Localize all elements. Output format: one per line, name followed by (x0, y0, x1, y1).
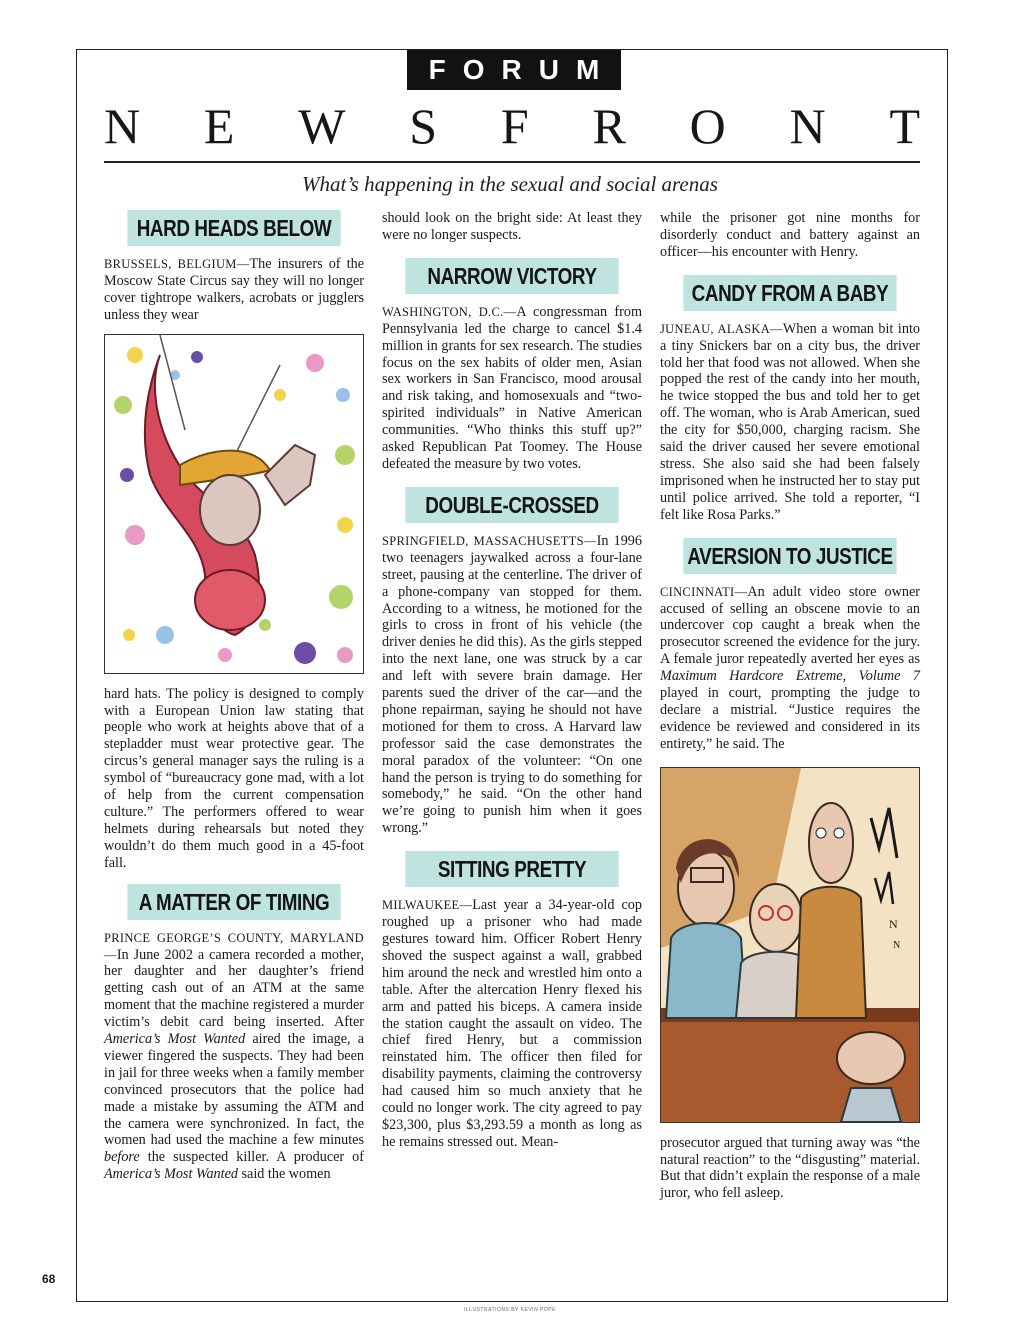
body-text: In 1996 two teenagers jaywalked across a four-lane street, pausing at the centerline. The driver of a phone-company van stopped for them. According to a witness, he motioned for the girls to cross in front of his vehicle (the driver denies he did this). As the girls stepped into the next lane, one was struck by a car and left with severe brain damage. Her parents sued the driver of the car—and the phone repairman, saying he should not have motioned for them to cross. A Harvard law professor said the case demonstrates the moral paradox of the volunteer: “On one hand the person is trying to do something for somebody,” he said. “On the other hand we’re going to punish him when it goes wrong.” (382, 532, 642, 837)
body-text: The insurers of the Moscow State Circus say they will no longer cover tightrope walkers, acrobats or jugglers unless they wear (104, 256, 364, 323)
headline: A MATTER OF TIMING (127, 884, 340, 920)
headline: NARROW VICTORY (405, 258, 618, 294)
column-3 (660, 210, 920, 1202)
article-text: should look on the bright side: At least they were no longer suspects. (382, 210, 642, 243)
article-text (104, 256, 364, 324)
headline: CANDY FROM A BABY (683, 275, 896, 311)
snore-letter: N (889, 916, 898, 931)
italic-title: Maximum Hardcore Extreme, Volume 7 (660, 668, 920, 685)
illustration-credit: ILLUSTRATIONS BY KEVIN POPE (464, 1307, 556, 1313)
dateline: WASHINGTON, D.C.— (382, 304, 517, 319)
section-banner: FORUM (407, 50, 621, 90)
body-text: aired the image, a viewer fingered the suspects. They had been in jail for three weeks when a family member convinced prosecutors that the police had made a mistake by assuming the ATM and the camera were synchronized. In fact, the women had used the machine a few minutes (104, 1031, 365, 1149)
acrobat-hard-hat-drawing (105, 335, 363, 673)
dateline: SPRINGFIELD, MASSACHUSETTS— (382, 533, 597, 548)
italic-word: before (104, 1149, 140, 1166)
article-text (382, 533, 642, 837)
article-text: while the prisoner got nine months for disorderly conduct and battery against an officer—his encounter with Henry. (660, 210, 920, 260)
masthead-title (104, 98, 920, 154)
body-text: In June 2002 a camera recorded a mother, her daughter and her daughter’s friend getting cash out of an ATM at the same moment that the machine registered a murder victim’s debit card being inserted. After (104, 946, 364, 1031)
body-text: played in court, prompting the judge to declare a mistrial. “Justice requires the evidence be reviewed and considered in its entirety,” he said. The (660, 685, 920, 752)
column-2 (382, 210, 642, 1151)
snore-letter: N (893, 939, 901, 951)
article-text: hard hats. The policy is designed to comply with a European Union law stating that people who work at heights above that of a stepladder must wear protective gear. The circus’s general manager says the ruling is a symbol of “bureaucracy gone mad, with a lot of help from the current compensation culture.” The performers offered to wear helmets during rehearsals but noted they wouldn’t do them much good in a 45-foot fall. (104, 685, 364, 871)
masthead-letter: W (298, 98, 346, 154)
dateline: PRINCE GEORGE’S COUNTY, MARYLAND— (104, 930, 364, 962)
masthead-letter: N (104, 98, 141, 154)
tagline: What’s happening in the sexual and social arenas (302, 172, 718, 196)
italic-title: America’s Most Wanted (104, 1031, 246, 1048)
acrobat-illustration (104, 334, 364, 674)
dateline: BRUSSELS, BELGIUM— (104, 257, 250, 271)
body-text: When a woman bit into a tiny Snickers bar on a city bus, the driver told her that food was not allowed. When she popped the rest of the candy into her mouth, he twice stopped the bus and told her to get off. The woman, who is Arab American, sued the city for $50,000, charging racism. She said the driver caused her severe emotional stress. She also said she had been falsely imprisoned when he instructed her to stay put until police arrived. She told a reporter, “I felt like Rosa Parks.” (660, 320, 920, 523)
masthead-letter: O (689, 98, 726, 154)
masthead-letter: F (500, 98, 529, 154)
article-text: prosecutor argued that turning away was “the natural reaction” to the “disgusting” material. But that didn’t explain the response of a male juror, who fell asleep. (660, 1134, 920, 1202)
masthead-letter: N (789, 98, 826, 154)
headline: AVERSION TO JUSTICE (683, 538, 896, 574)
masthead-rule (104, 161, 920, 163)
jurors-drawing (661, 768, 919, 1122)
headline: DOUBLE-CROSSED (405, 487, 618, 523)
jurors-illustration (660, 767, 920, 1123)
body-text: An adult video store owner accused of selling an obscene movie to an undercover cop caught a break when the prosecutor screened the evidence for the jury. A female juror repeatedly averted her eyes as (660, 583, 920, 668)
article-text (382, 304, 642, 473)
headline: SITTING PRETTY (405, 851, 618, 887)
body-text: A congressman from Pennsylvania led the charge to cancel $1.4 million in grants for sex research. The studies focus on the sex habits of older men, Asian sex workers in San Francisco, mood arousal and risk taking, and homosexuals and “two-spirited individuals” in Native American communities. “Who thinks this stuff up?” asked Republican Pat Toomey. The House defeated the measure by two votes. (382, 303, 642, 472)
masthead-letter: R (592, 98, 626, 154)
article-text (104, 930, 364, 1184)
article-text (660, 321, 920, 524)
dateline: JUNEAU, ALASKA— (660, 321, 783, 336)
masthead-letter: S (409, 98, 438, 154)
dateline: CINCINNATI— (660, 584, 748, 599)
masthead-letter: E (203, 98, 235, 154)
body-text: Last year a 34-year-old cop roughed up a prisoner who had made gestures toward him. Officer Robert Henry shoved the suspect against a wall, grabbed him around the neck and wrestled him onto a table. After the altercation Henry flexed his arm and patted his biceps. A camera inside the station caught the assault on video. The chief fired Henry, but a commission reinstated him. The officer then filed for disability payments, claiming the controversy had caused him so much anxiety that he could no longer work. The city agreed to pay $23,300, plus $3,293.59 a month as long as he remains stressed out. Mean- (382, 897, 642, 1150)
headline: HARD HEADS BELOW (127, 210, 340, 246)
masthead-letter: T (889, 98, 920, 154)
body-text: the suspected killer. A producer of (139, 1149, 364, 1166)
italic-title: America’s Most Wanted (104, 1166, 238, 1183)
page-number: 68 (42, 1272, 56, 1286)
column-1 (104, 210, 364, 1183)
article-text (660, 584, 920, 753)
article-text (382, 897, 642, 1151)
dateline: MILWAUKEE— (382, 898, 473, 913)
body-text: said the women (237, 1166, 331, 1183)
